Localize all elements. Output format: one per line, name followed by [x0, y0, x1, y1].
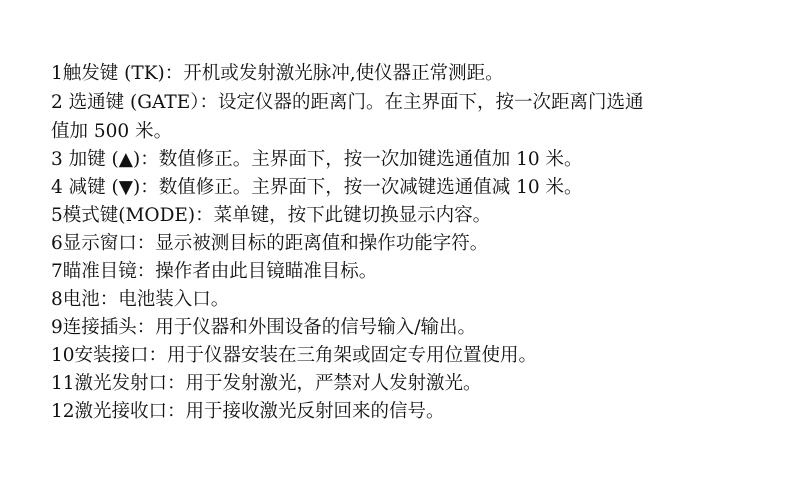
line-10-mount-interface: 10安装接口：用于仪器安装在三角架或固定专用位置使用。 [51, 345, 538, 366]
line-12-laser-receiver: 12激光接收口：用于接收激光反射回来的信号。 [51, 401, 445, 422]
instruction-text-block [51, 60, 771, 426]
line-8-battery: 8电池：电池装入口。 [51, 289, 230, 310]
line-3-plus-key: 3 加键 (▲)：数值修正。主界面下，按一次加键选通值加 10 米。 [51, 149, 583, 170]
line-1-trigger-key: 1触发键 (TK)：开机或发射激光脉冲,使仪器正常测距。 [51, 63, 504, 84]
line-9-connector: 9连接插头：用于仪器和外围设备的信号输入/输出。 [51, 317, 477, 338]
line-4-minus-key: 4 减键 (▼)：数值修正。主界面下，按一次减键选通值减 10 米。 [51, 177, 583, 198]
line-6-display-window: 6显示窗口：显示被测目标的距离值和操作功能字符。 [51, 233, 489, 254]
line-2-gate-key-continued: 值加 500 米。 [51, 121, 173, 142]
line-7-eyepiece: 7瞄准目镜：操作者由此目镜瞄准目标。 [51, 261, 378, 282]
line-5-mode-key: 5模式键(MODE)：菜单键，按下此键切换显示内容。 [51, 205, 492, 226]
line-11-laser-emitter: 11激光发射口：用于发射激光，严禁对人发射激光。 [51, 373, 482, 394]
line-2-gate-key: 2 选通键 (GATE）：设定仪器的距离门。在主界面下，按一次距离门选通 [51, 92, 644, 113]
